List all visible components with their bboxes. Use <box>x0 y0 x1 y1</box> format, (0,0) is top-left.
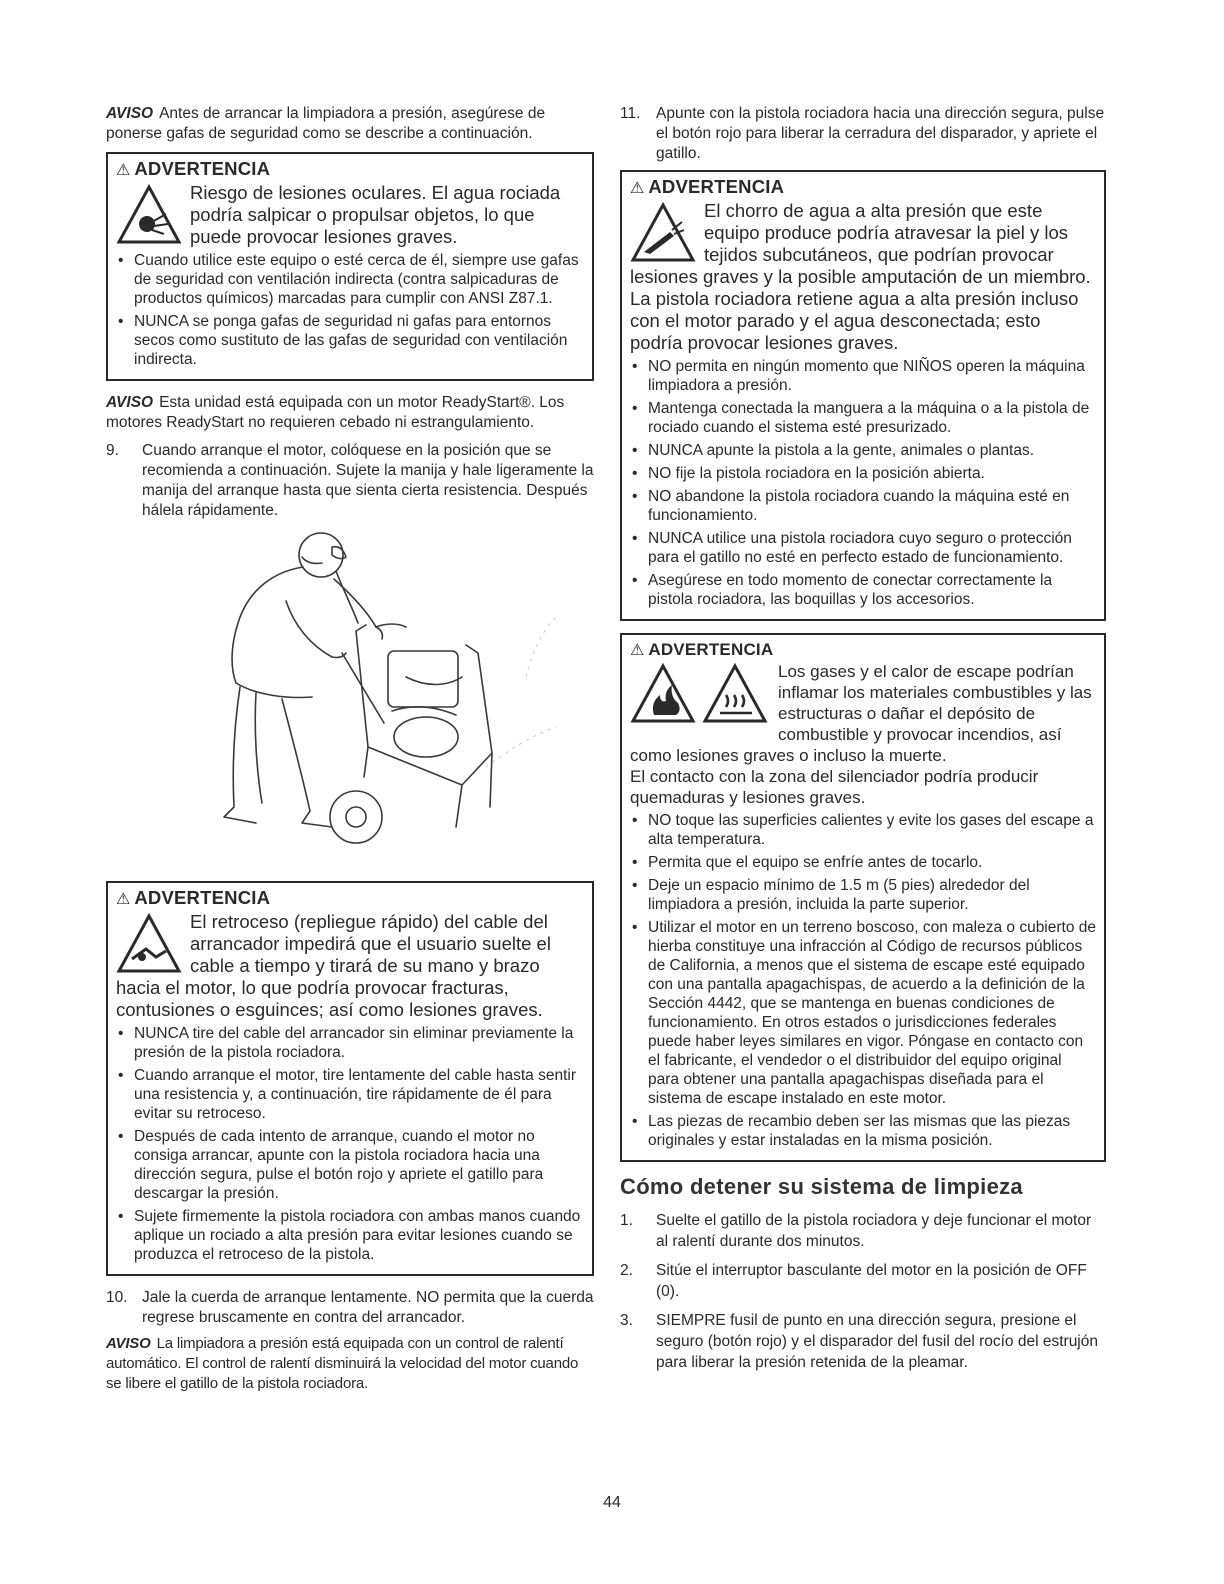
bullet-icon: • <box>118 1128 124 1145</box>
bullet-text: NUNCA tire del cable del arrancador sin eliminar previamente la presión de la pistola rociadora. <box>134 1025 574 1061</box>
warning-keyword: ADVERTENCIA <box>648 176 785 197</box>
warning-bullet <box>116 1024 584 1062</box>
aviso-text: La limpiadora a presión está equipada con un control de ralentí automático. El control de ralentí disminuirá la velocidad del motor cuando se libere el gatillo de la pistola rociadora. <box>106 1335 579 1392</box>
warning-header <box>630 639 1096 661</box>
step-text: Sitúe el interruptor basculante del motor en la posición de OFF (0). <box>656 1262 1087 1300</box>
aviso-label: AVISO <box>106 105 154 122</box>
fire-and-hot-surface-pictogram-icon <box>630 663 770 725</box>
stop-step <box>620 1210 1106 1252</box>
aviso-label: AVISO <box>106 1335 151 1352</box>
bullet-icon: • <box>118 1208 124 1225</box>
bullet-text: Después de cada intento de arranque, cuando el motor no consiga arrancar, apunte con la pistola rociadora hacia una dirección segura, pulse el botón rojo y apriete el gatillo para descargar la presión. <box>134 1128 544 1202</box>
bullet-text: Mantenga conectada la manguera a la máquina o a la pistola de rociado cuando el sistema esté presurizado. <box>648 400 1090 436</box>
step-10 <box>106 1288 594 1328</box>
section-title: Cómo detener su sistema de limpieza <box>620 1174 1023 1199</box>
bullet-text: Cuando arranque el motor, tire lentamente del cable hasta sentir una resistencia y, a continuación, tire rápidamente de él para evitar su retroceso. <box>134 1067 577 1122</box>
warning-message: El retroceso (repliegue rápido) del cable del arrancador impedirá que el usuario suelte el cable a tiempo y tirará de su mano y brazo hacia el motor, lo que podría provocar fracturas, contusiones o esguinces; así como lesiones graves. <box>116 911 551 1020</box>
warning-bullet <box>116 1207 584 1264</box>
bullet-icon: • <box>632 465 638 482</box>
warning-recoil <box>106 881 594 1276</box>
bullet-icon: • <box>632 854 638 871</box>
bullet-text: NUNCA se ponga gafas de seguridad ni gafas para entornos secos como sustituto de las gafas de seguridad con ventilación indirecta. <box>134 313 568 368</box>
warning-message: Riesgo de lesiones oculares. El agua rociada podría salpicar o propulsar objetos, lo que puede provocar lesiones graves. <box>190 182 561 247</box>
bullet-text: Deje un espacio mínimo de 1.5 m (5 pies) alrededor del limpiadora a presión, incluida la parte superior. <box>648 877 1030 913</box>
step-number: 1. <box>620 1212 633 1229</box>
aviso-readystart <box>106 393 594 433</box>
warning-message: Los gases y el calor de escape podrían inflamar los materiales combustibles y las estructuras o dañar el depósito de combustible y provocar incendios, así como lesiones graves o incluso la muerte. <box>630 662 1092 765</box>
warning-bullet <box>630 357 1096 395</box>
left-column <box>106 104 594 1402</box>
bullet-text: NO toque las superficies calientes y evite los gases del escape a alta temperatura. <box>648 812 1094 848</box>
stop-step <box>620 1310 1106 1373</box>
bullet-icon: • <box>632 572 638 589</box>
bullet-icon: • <box>632 358 638 375</box>
warning-bullet <box>630 876 1096 914</box>
warning-message-2: La pistola rociadora retiene agua a alta presión incluso con el motor parado y el agua desconectada; esto podría provocar lesiones graves. <box>630 288 1079 353</box>
warning-bullet <box>630 853 1096 872</box>
warning-header <box>116 887 584 911</box>
bullet-text: NO permita en ningún momento que NIÑOS operen la máquina limpiadora a presión. <box>648 358 1085 394</box>
starting-engine-illustration <box>106 527 594 877</box>
bullet-text: Permita que el equipo se enfríe antes de tocarlo. <box>648 854 983 871</box>
bullet-icon: • <box>118 313 124 330</box>
warning-high-pressure-jet <box>620 170 1106 621</box>
bullet-icon: • <box>632 812 638 829</box>
step-number: 9. <box>106 442 119 459</box>
step-number: 10. <box>106 1289 128 1306</box>
warning-bullet <box>630 487 1096 525</box>
eye-hazard-pictogram-icon <box>116 184 182 246</box>
bullet-text: NO fije la pistola rociadora en la posición abierta. <box>648 465 985 482</box>
bullet-icon: • <box>118 252 124 269</box>
aviso-text: Antes de arrancar la limpiadora a presión, asegúrese de ponerse gafas de seguridad como se describe a continuación. <box>106 105 546 142</box>
bullet-icon: • <box>632 530 638 547</box>
bullet-text: Utilizar el motor en un terreno boscoso, con maleza o cubierto de hierba constituye una infracción al Código de recursos públicos de California, a menos que el sistema de escape esté equipado con una pantalla apagachispas, de acuerdo a la definición de la Sección 4442, que se mantenga en buenas condiciones de funcionamiento. En otros estados o jurisdicciones federales puede haber leyes similares en vigor. Póngase en contacto con el fabricante, el vendedor o el distribuidor del equipo original para obtener una pantalla apagachispas diseñada para el sistema de escape instalado en este motor. <box>648 919 1097 1107</box>
bullet-icon: • <box>632 488 638 505</box>
warning-bullet <box>630 811 1096 849</box>
bullet-icon: • <box>118 1067 124 1084</box>
warning-message: El chorro de agua a alta presión que este equipo produce podría atravesar la piel y los tejidos subcutáneos, que podrían provocar lesiones graves y la posible amputación de un miembro. <box>630 200 1091 287</box>
warning-bullet <box>116 251 584 308</box>
warning-bullet <box>630 918 1096 1108</box>
warning-bullet <box>630 464 1096 483</box>
bullet-icon: • <box>632 1113 638 1130</box>
warning-bullet <box>116 312 584 369</box>
step-9 <box>106 441 594 521</box>
bullet-text: Asegúrese en todo momento de conectar correctamente la pistola rociadora, las boquillas y los accesorios. <box>648 572 1053 608</box>
bullet-icon: • <box>632 877 638 894</box>
bullet-text: NUNCA apunte la pistola a la gente, animales o plantas. <box>648 442 1035 459</box>
step-number: 3. <box>620 1312 633 1329</box>
warning-header <box>116 158 584 182</box>
bullet-icon: • <box>632 442 638 459</box>
aviso-safety-glasses <box>106 104 594 144</box>
bullet-text: Las piezas de recambio deben ser las mismas que las piezas originales y estar instaladas en la misma posición. <box>648 1113 1071 1149</box>
step-text: Suelte el gatillo de la pistola rociadora y deje funcionar el motor al ralentí durante dos minutos. <box>656 1212 1092 1250</box>
warning-header <box>630 176 1096 200</box>
warning-eye-injury <box>106 152 594 381</box>
warning-bullet <box>630 529 1096 567</box>
aviso-text: Esta unidad está equipada con un motor ReadyStart®. Los motores ReadyStart no requieren cebado ni estrangulamiento. <box>106 394 565 431</box>
bullet-text: NUNCA utilice una pistola rociadora cuyo seguro o protección para el gatillo no esté en perfecto estado de funcionamiento. <box>648 530 1072 566</box>
warning-keyword: ADVERTENCIA <box>134 887 271 908</box>
bullet-icon: • <box>632 919 638 936</box>
warning-bullet <box>630 1112 1096 1150</box>
step-number: 11. <box>620 105 641 122</box>
page-number: 44 <box>603 1494 621 1511</box>
bullet-icon: • <box>118 1025 124 1042</box>
aviso-idle-control <box>106 1334 594 1394</box>
step-11 <box>620 104 1106 164</box>
recoil-hazard-pictogram-icon <box>116 913 182 975</box>
warning-keyword: ADVERTENCIA <box>648 640 774 659</box>
person-pulling-starter-illustration <box>106 527 594 877</box>
step-text: Apunte con la pistola rociadora hacia una dirección segura, pulse el botón rojo para liberar la cerradura del disparador, y apriete el gatillo. <box>656 105 1105 162</box>
alert-triangle-icon: ⚠ <box>116 162 131 179</box>
alert-triangle-icon: ⚠ <box>630 180 645 197</box>
injection-hazard-pictogram-icon <box>630 202 696 264</box>
bullet-text: Sujete firmemente la pistola rociadora con ambas manos cuando aplique un rociado a alta presión para evitar lesiones cuando se produzca el retroceso de la pistola. <box>134 1208 581 1263</box>
warning-bullet <box>630 399 1096 437</box>
step-text: Cuando arranque el motor, colóquese en la posición que se recomienda a continuación. Sujete la manija y hale ligeramente la manija del arranque hasta que sienta cierta resistencia. Después hálela rápidamente. <box>142 442 594 519</box>
bullet-text: NO abandone la pistola rociadora cuando la máquina esté en funcionamiento. <box>648 488 1070 524</box>
right-column <box>620 104 1106 1381</box>
warning-message-2: El contacto con la zona del silenciador podría producir quemaduras y lesiones graves. <box>630 767 1039 807</box>
alert-triangle-icon: ⚠ <box>116 891 131 908</box>
step-text: Jale la cuerda de arranque lentamente. NO permita que la cuerda regrese bruscamente en contra del arrancador. <box>142 1289 594 1326</box>
warning-bullet <box>630 571 1096 609</box>
step-text: SIEMPRE fusil de punto en una dirección segura, presione el seguro (botón rojo) y el disparador del fusil del rocío del estrujón para liberar la presión retenida de la pleamar. <box>656 1312 1098 1371</box>
warning-bullet <box>116 1127 584 1203</box>
warning-bullet <box>630 441 1096 460</box>
stop-step <box>620 1260 1106 1302</box>
step-number: 2. <box>620 1262 633 1279</box>
bullet-text: Cuando utilice este equipo o esté cerca de él, siempre use gafas de seguridad con ventilación indirecta (contra salpicaduras de productos químicos) marcadas para cumplir con ANSI Z87.1. <box>134 252 579 307</box>
alert-triangle-icon: ⚠ <box>630 642 645 659</box>
bullet-icon: • <box>632 400 638 417</box>
warning-bullet <box>116 1066 584 1123</box>
aviso-label: AVISO <box>106 394 154 411</box>
warning-exhaust-fire <box>620 633 1106 1162</box>
warning-keyword: ADVERTENCIA <box>134 158 271 179</box>
